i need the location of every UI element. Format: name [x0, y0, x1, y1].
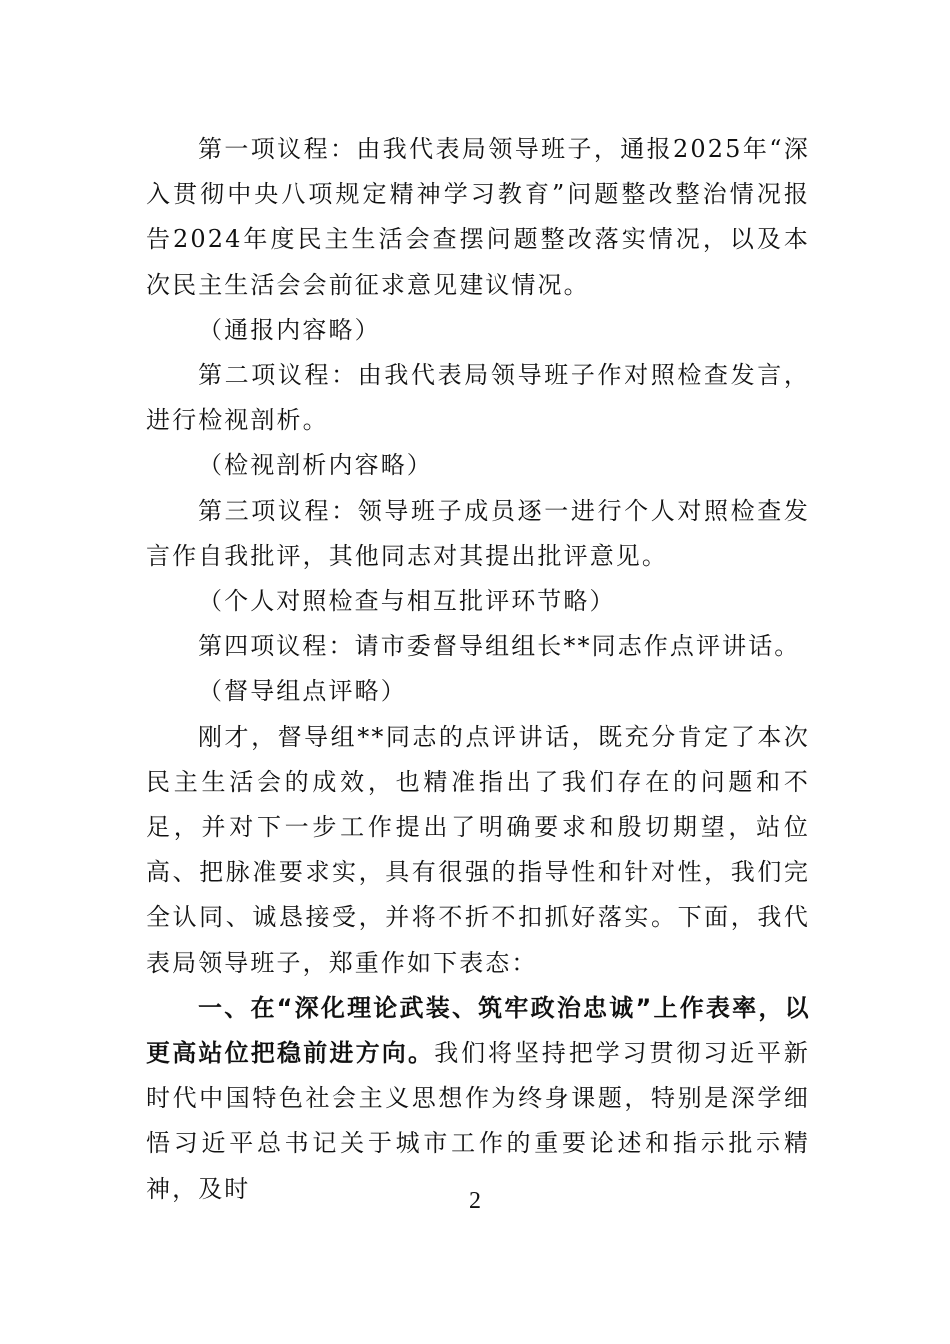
agenda-item-one: 第一项议程：由我代表局领导班子，通报2025年“深入贯彻中央八项规定精神学习教育”问题整改整治情况报告2024年度民主生活会查摆问题整改落实情况，以及本次民主生活会会前征求意见建议情况。 — [146, 135, 810, 299]
section-one-heading: 一、在“深化理论武装、筑牢政治忠诚”上作表率，以更高站位把稳前进方向。 — [146, 993, 810, 1068]
agenda-note-three: （个人对照检查与相互批评环节略） — [198, 587, 616, 616]
page-number: 2 — [469, 1188, 481, 1214]
agenda-note-two: （检视剖析内容略） — [198, 451, 433, 480]
agenda-note-four: （督导组点评略） — [198, 677, 407, 706]
agenda-note-one: （通报内容略） — [198, 315, 381, 344]
agenda-item-four: 第四项议程：请市委督导组组长**同志作点评讲话。 — [198, 632, 801, 661]
body-text — [146, 127, 810, 1212]
section-one-body: 我们将坚持把学习贯彻习近平新时代中国特色社会主义思想作为终身课题，特别是深学细悟习近平总书记关于城市工作的重要论述和指示批示精神，及时 — [146, 1039, 810, 1203]
agenda-item-three: 第三项议程：领导班子成员逐一进行个人对照检查发言作自我批评，其他同志对其提出批评意见。 — [146, 496, 810, 570]
response-paragraph: 刚才，督导组**同志的点评讲话，既充分肯定了本次民主生活会的成效，也精准指出了我们存在的问题和不足，并对下一步工作提出了明确要求和殷切期望，站位高、把脉准要求实，具有很强的指导性和针对性，我们完全认同、诚恳接受，并将不折不扣抓好落实。下面，我代表局领导班子，郑重作如下表态： — [146, 722, 810, 977]
agenda-item-two: 第二项议程：由我代表局领导班子作对照检查发言，进行检视剖析。 — [146, 361, 810, 435]
section-one-paragraph — [146, 986, 810, 1212]
